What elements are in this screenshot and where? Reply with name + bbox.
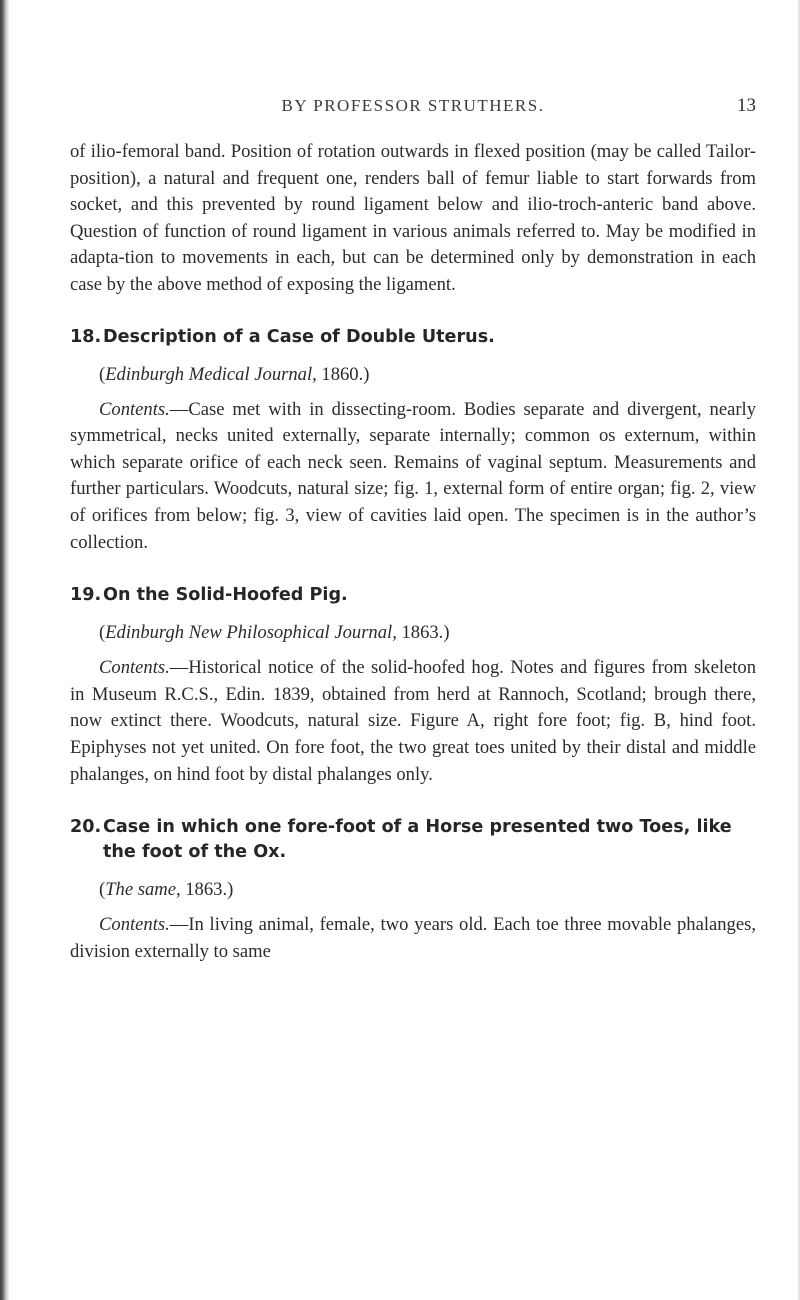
contents-text: —Case met with in dissecting-room. Bodies separate and divergent, nearly symmetrical, necks united externally, separate internally; common os externum, within which separate orifice of each neck seen. Remains of vaginal septum. Measurements and further particulars. Woodcuts, natural size; fig. 1, external form of entire organ; fig. 2, view of orifices from below; fig. 3, view of cavities laid open. The specimen is in the author’s collection. [70, 398, 756, 553]
entry-contents [70, 912, 756, 965]
entry-source: (The same, 1863.) [99, 879, 234, 901]
page-body [70, 139, 756, 992]
page-number: 13 [737, 95, 756, 116]
entry-title-text: Description of a Case of Double Uterus. [103, 326, 495, 347]
entry-source: (Edinburgh New Philosophical Journal, 1863.) [99, 622, 450, 644]
entry-title [70, 583, 756, 608]
contents-label: Contents. [99, 914, 170, 936]
contents-text: —In living animal, female, two years old. Each toe three movable phalanges, division externally to same [70, 914, 756, 962]
bibliography-entry-18 [70, 325, 756, 557]
running-header [70, 96, 756, 120]
bibliography-entry-20 [70, 815, 756, 965]
entry-number: 18. [70, 326, 102, 347]
running-title: BY PROFESSOR STRUTHERS. [281, 96, 545, 115]
source-journal: Edinburgh New Philosophical Journal, [105, 622, 397, 644]
source-year: 1863. [180, 879, 228, 901]
intro-paragraph: of ilio-femoral band. Position of rotation outwards in flexed position (may be called Tailor-position), a natural and frequent one, renders ball of femur liable to start forwards from socket, and this prevented by round ligament below and ilio-troch-anteric band above. Question of function of round ligament in various animals referred to. May be modified in adapta-tion to movements in each, but can be determined only by demonstration in each case by the above method of exposing the ligament. [70, 141, 756, 295]
entry-contents [70, 397, 756, 557]
contents-label: Contents. [99, 398, 170, 420]
entry-title-text: Case in which one fore-foot of a Horse presented two Toes, like the foot of the Ox. [103, 817, 732, 863]
entry-title [70, 815, 756, 865]
entry-contents [70, 655, 756, 788]
source-journal: Edinburgh Medical Journal, [105, 363, 317, 385]
entry-number: 19. [70, 585, 102, 606]
contents-text: —Historical notice of the solid-hoofed hog. Notes and figures from skeleton in Museum R.C.S., Edin. 1839, obtained from herd at Rannoch, Scotland; brough there, now extinct there. Woodcuts, natural size. Figure A, right fore foot; fig. B, hind foot. Epiphyses not yet united. On fore foot, the two great toes united by their distal and middle phalanges, on hind foot by distal phalanges only. [70, 657, 756, 785]
entry-title-text: On the Solid-Hoofed Pig. [103, 585, 348, 606]
source-year: 1860. [316, 363, 364, 385]
contents-label: Contents. [99, 657, 170, 679]
source-year: 1863. [396, 622, 444, 644]
entry-number: 20. [70, 817, 102, 838]
source-journal: The same, [105, 879, 181, 901]
page-binding-shadow [0, 0, 9, 1300]
entry-title [70, 325, 756, 350]
bibliography-entry-19 [70, 583, 756, 788]
entry-source: (Edinburgh Medical Journal, 1860.) [99, 363, 370, 385]
